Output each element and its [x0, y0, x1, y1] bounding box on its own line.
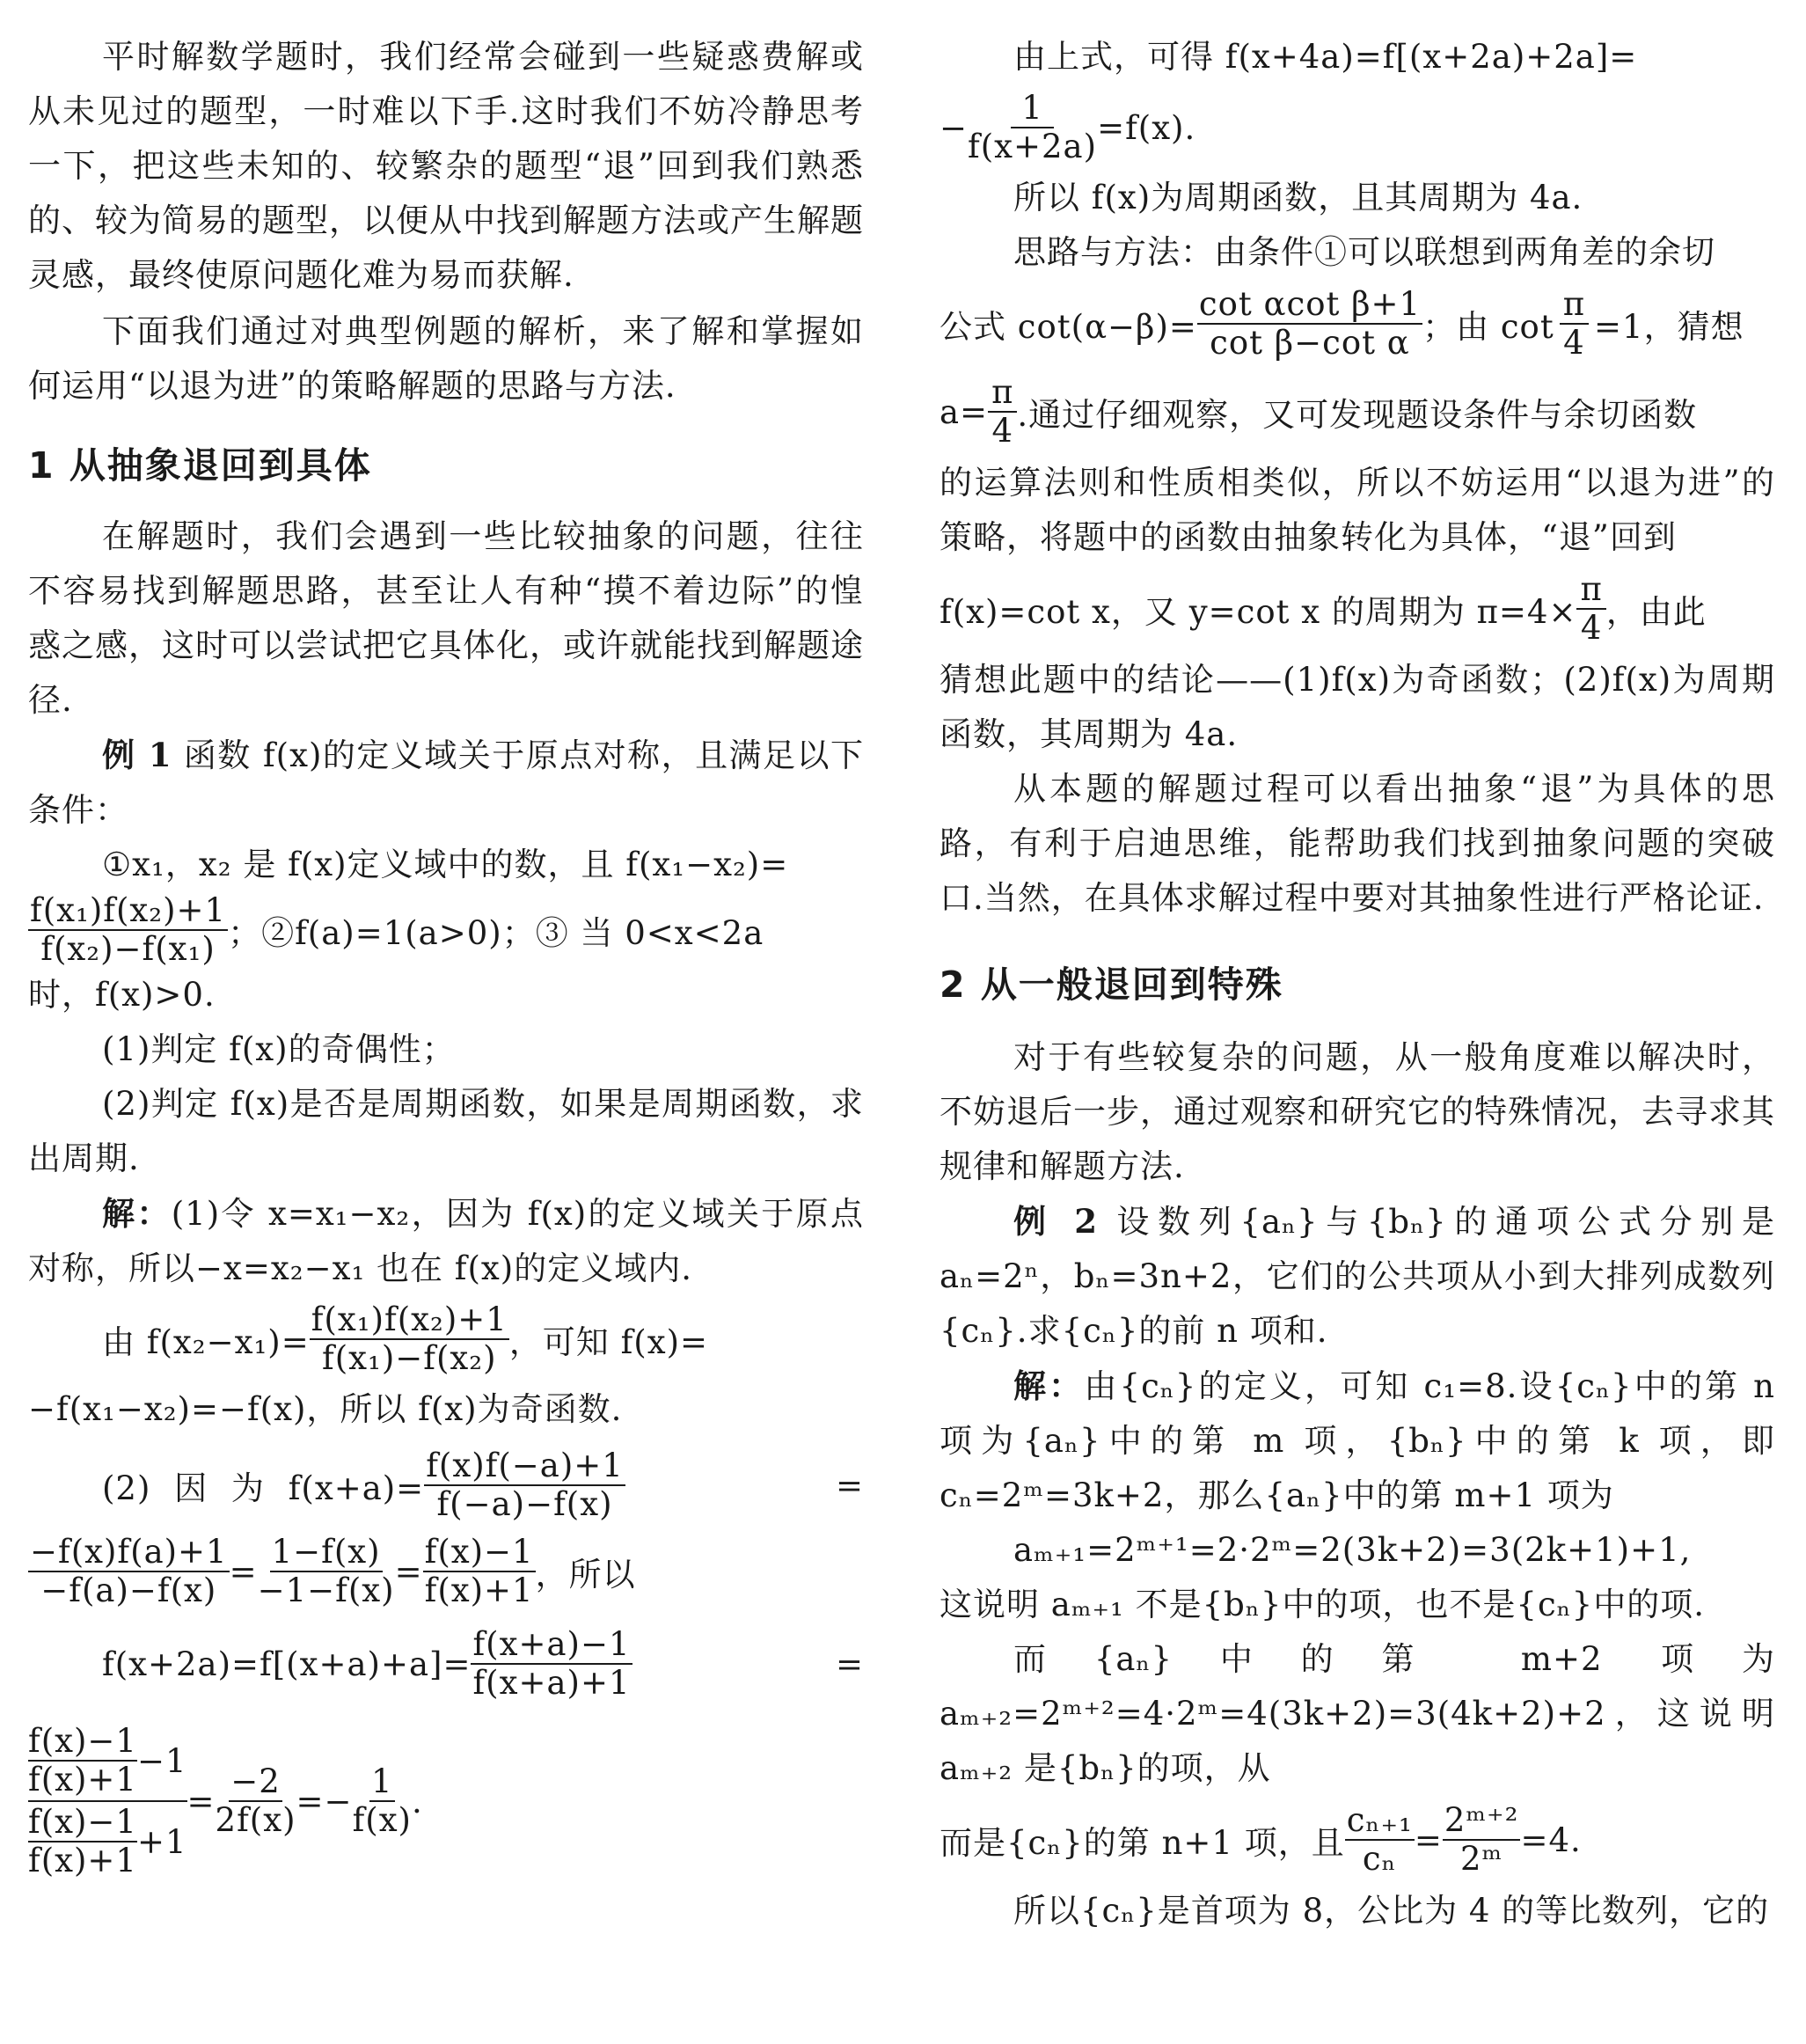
formula-start: 公式 cot(α−β)=: [940, 308, 1197, 346]
solution-2-fraction-5-numerator: f(x+a)−1: [472, 1625, 631, 1663]
a-rest: .通过仔细观察，又可发现题设条件与余切函数: [1017, 396, 1698, 434]
section-2-paragraph: 对于有些较复杂的问题，从一般角度难以解决时，不妨退后一步，通过观察和研究它的特殊情况，去寻求其规律和解题方法.: [940, 1038, 1775, 1185]
solution-2-fraction-6-denominator: 2f(x): [215, 1801, 296, 1839]
right-guess-paragraph: 猜想此题中的结论——(1)f(x)为奇函数；(2)f(x)为周期函数，其周期为 4a.: [940, 661, 1775, 753]
example-2-solution-label: 解：: [1013, 1366, 1085, 1405]
solution-knowable: ，可知 f(x)=: [508, 1323, 709, 1361]
inner-fraction-bottom-numerator: f(x)−1: [28, 1803, 137, 1841]
example-2-statement: [940, 1194, 1775, 1359]
example-1-condition-1: ①x₁，x₂ 是 f(x)定义域中的数，且 f(x₁−x₂)=: [102, 846, 789, 883]
solution-part-1-text: (1)令 x=x₁−x₂，因为 f(x)的定义域关于原点对称，所以−x=x₂−x₁ 也在 f(x)的定义域内.: [28, 1195, 865, 1287]
right-a-line: [940, 368, 1775, 456]
solution-2-fraction-7: [353, 1763, 412, 1839]
right-line-1: 由上式，可得 f(x+4a)=f[(x+2a)+2a]=: [1013, 38, 1638, 76]
equals-sign: =: [394, 1552, 423, 1591]
solution-2-fraction-4-numerator: f(x)−1: [424, 1533, 534, 1571]
right-line-2-tail: =f(x).: [1097, 108, 1196, 147]
example-2-paragraph-3: 而{aₙ}中的第 m+2 项为 aₘ₊₂=2ᵐ⁺²=4·2ᵐ=4(3k+2)=3(4k+2)+2，这说明 aₘ₊₂ 是{bₙ}的项，从: [940, 1640, 1775, 1787]
right-paragraph-2: 的运算法则和性质相类似，所以不妨运用“以退为进”的策略，将题中的函数由抽象转化为具体，“退”回到: [940, 464, 1775, 556]
solution-2-line-3: [28, 1615, 864, 1713]
solution-label: 解：: [102, 1194, 172, 1233]
solution-fraction-1: [310, 1301, 509, 1377]
cot-fraction-numerator: cot αcot β+1: [1198, 285, 1422, 323]
equals-sign: =: [835, 1645, 864, 1683]
equals-sign: =: [186, 1782, 216, 1821]
solution-2-fraction-3-numerator: 1−f(x): [271, 1533, 381, 1571]
pi-denominator: 4: [1563, 324, 1585, 362]
minus-sign: −: [940, 108, 969, 147]
ratio-fraction-1-numerator: cₙ₊₁: [1346, 1801, 1413, 1839]
solution-fraction-1-numerator: f(x₁)f(x₂)+1: [311, 1300, 508, 1338]
a-equals: a=: [940, 392, 989, 431]
right-cot-formula-line: [940, 280, 1775, 368]
inner-fraction-bottom: [28, 1804, 137, 1879]
a-pi-numerator: π: [988, 374, 1017, 413]
solution-2-fraction-2-numerator: −f(x)f(a)+1: [30, 1533, 228, 1571]
pi-numerator: π: [1560, 286, 1589, 325]
solution-2-fraction-5-denominator: f(x+a)+1: [472, 1664, 631, 1702]
right-fraction-1-numerator: 1: [1011, 90, 1054, 128]
right-column: [940, 30, 1775, 1938]
solution-2-fraction-1: [424, 1447, 625, 1523]
solution-2-so: ，所以: [535, 1556, 636, 1593]
period-pi-denominator: 4: [1580, 609, 1603, 647]
example-2-paragraph-2: 这说明 aₘ₊₁ 不是{bₙ}中的项，也不是{cₙ}中的项.: [940, 1586, 1705, 1623]
compound-fraction: [28, 1723, 187, 1879]
equals-sign: =: [835, 1466, 864, 1505]
solution-odd-conclusion: −f(x₁−x₂)=−f(x)，所以 f(x)为奇函数.: [28, 1390, 623, 1428]
pi-over-4-fraction: [1560, 286, 1589, 362]
example-1-question-1: (1)判定 f(x)的奇偶性；: [102, 1030, 456, 1068]
solution-2-fraction-7-denominator: f(x): [352, 1801, 412, 1839]
right-summary-paragraph: 从本题的解题过程可以看出抽象“退”为具体的思路，有利于启迪思维，能帮助我们找到抽象问题的突破口.当然，在具体求解过程中要对其抽象性进行严格论证.: [940, 770, 1775, 917]
condition-fraction-denominator: f(x₂)−f(x₁): [40, 930, 216, 968]
right-cot-period-line: [940, 565, 1775, 653]
section-1-heading: 1 从抽象退回到具体: [28, 444, 372, 487]
solution-2-line-3-left: f(x+2a)=f[(x+a)+a]=: [102, 1645, 472, 1683]
example-1-condition-formula: [28, 892, 864, 968]
cot-period-end: ，由此: [1605, 593, 1707, 631]
ratio-fraction-1-denominator: cₙ: [1362, 1840, 1397, 1878]
solution-2-fraction-6-numerator: −2: [230, 1762, 281, 1800]
example-2-equation-1: aₘ₊₁=2ᵐ⁺¹=2·2ᵐ=2(3k+2)=3(2k+1)+1,: [1013, 1531, 1692, 1569]
solution-2-fraction-7-numerator: 1: [371, 1762, 393, 1800]
period-pi-fraction: [1576, 571, 1605, 647]
solution-by: 由 f(x₂−x₁)=: [102, 1323, 310, 1361]
solution-2-start: (2) 因 为 f(x+a)=: [102, 1469, 425, 1507]
solution-2-line-4: [28, 1713, 864, 1889]
period-mark: .: [412, 1782, 423, 1821]
equals-sign: =: [296, 1782, 325, 1821]
example-1-question-2: (2)判定 f(x)是否是周期函数，如果是周期函数，求出周期.: [28, 1085, 864, 1177]
right-fraction-1: [968, 90, 1097, 165]
solution-2-line-2: [28, 1528, 864, 1615]
solution-2-fraction-2: [28, 1534, 230, 1609]
ratio-fraction-2-numerator: 2ᵐ⁺²: [1444, 1801, 1519, 1839]
example-2-solution-1: [940, 1359, 1775, 1523]
compound-numerator-tail: −1: [136, 1741, 187, 1780]
compound-numerator: [28, 1723, 187, 1802]
solution-formula-line: [28, 1296, 864, 1382]
inner-fraction-bottom-denominator: f(x)+1: [28, 1842, 137, 1879]
solution-2-fraction-1-denominator: f(−a)−f(x): [436, 1485, 613, 1523]
example-1-text: 函数 f(x)的定义域关于原点对称，且满足以下条件：: [28, 736, 864, 829]
right-line-2: [940, 84, 1775, 171]
ratio-fraction-1: [1345, 1802, 1415, 1878]
period-pi-numerator: π: [1576, 571, 1605, 610]
cot-fraction: [1197, 286, 1422, 362]
example-1-statement: [28, 728, 864, 838]
solution-2-fraction-1-numerator: f(x)f(−a)+1: [426, 1447, 624, 1484]
solution-2-fraction-4-denominator: f(x)+1: [424, 1571, 534, 1609]
ratio-fraction-2-denominator: 2ᵐ: [1460, 1840, 1503, 1878]
solution-2-line-1: [28, 1442, 864, 1528]
ratio-fraction-2: [1443, 1802, 1521, 1878]
example-2-text: 设数列{aₙ}与{bₙ}的通项公式分别是aₙ=2ⁿ，bₙ=3n+2，它们的公共项从小到大排列成数列{cₙ}.求{cₙ}的前 n 项和.: [940, 1203, 1775, 1350]
solution-2-fraction-4: [423, 1534, 536, 1609]
inner-fraction-top: [28, 1723, 137, 1799]
solution-part-1: [28, 1186, 864, 1296]
ratio-line-end: =4.: [1520, 1821, 1582, 1859]
condition-fraction-numerator: f(x₁)f(x₂)+1: [30, 891, 227, 929]
example-2-paragraph-5: 所以{cₙ}是首项为 8，公比为 4 的等比数列，它的: [1013, 1892, 1770, 1930]
section-1-paragraph: 在解题时，我们会遇到一些比较抽象的问题，往往不容易找到解题思路，甚至让人有种“摸不着边际”的惶惑之感，这时可以尝试把它具体化，或许就能找到解题途径.: [28, 517, 864, 719]
cot-fraction-denominator: cot β−cot α: [1210, 324, 1410, 362]
inner-fraction-top-numerator: f(x)−1: [28, 1722, 137, 1760]
example-2-label: 例 2: [1013, 1202, 1098, 1241]
example-2-ratio-line: [940, 1796, 1775, 1884]
left-column: [28, 30, 864, 1889]
example-2-solution-text: 由{cₙ}的定义，可知 c₁=8.设{cₙ}中的第 n 项为{aₙ}中的第 m 项，{bₙ}中的第 k 项，即 cₙ=2ᵐ=3k+2，那么{aₙ}中的第 m+1 项为: [940, 1367, 1775, 1514]
right-period-statement: 所以 f(x)为周期函数，且其周期为 4a.: [1013, 179, 1583, 216]
right-fraction-1-denominator: f(x+2a): [968, 128, 1098, 165]
minus-sign: −: [324, 1782, 353, 1821]
equals-sign: =: [229, 1552, 258, 1591]
solution-2-fraction-3: [258, 1534, 395, 1609]
intro-paragraph-2: 下面我们通过对典型例题的解析，来了解和掌握如何运用“以退为进”的策略解题的思路与方法.: [28, 312, 864, 405]
solution-2-fraction-3-denominator: −1−f(x): [257, 1571, 395, 1609]
solution-2-fraction-6: [216, 1763, 296, 1839]
solution-fraction-1-denominator: f(x₁)−f(x₂): [322, 1339, 497, 1377]
example-1-label: 例 1: [102, 736, 172, 774]
formula-mid: ；由 cot: [1422, 308, 1554, 346]
cot-period-text: f(x)=cot x，又 y=cot x 的周期为 π=4×: [940, 593, 1577, 631]
intro-paragraph-1: 平时解数学题时，我们经常会碰到一些疑惑费解或从未见过的题型，一时难以下手.这时我们不妨冷静思考一下，把这些未知的、较繁杂的题型“退”回到我们熟悉的、较为简易的题型，以便从中找到解题方法或产生解题灵感，最终使原问题化难为易而获解.: [28, 38, 864, 294]
formula-end: =1，猜想: [1594, 308, 1744, 346]
equals-sign: =: [1414, 1821, 1443, 1859]
section-2-heading: 2 从一般退回到特殊: [940, 963, 1283, 1006]
solution-2-fraction-2-denominator: −f(a)−f(x): [40, 1571, 217, 1609]
right-method-paragraph: 思路与方法：由条件①可以联想到两角差的余切: [1013, 233, 1715, 271]
a-pi-denominator: 4: [991, 412, 1013, 450]
a-pi-fraction: [988, 374, 1017, 450]
example-1-condition-end: 时，f(x)>0.: [28, 976, 216, 1014]
conditions-2-3: ；②f(a)=1(a>0)；③ 当 0<x<2a: [228, 914, 764, 952]
solution-2-fraction-5: [471, 1626, 632, 1702]
inner-fraction-top-denominator: f(x)+1: [28, 1761, 137, 1799]
condition-fraction: [28, 892, 228, 968]
ratio-line-start: 而是{cₙ}的第 n+1 项，且: [940, 1824, 1345, 1862]
compound-denominator-tail: +1: [136, 1822, 187, 1861]
compound-denominator: [28, 1802, 187, 1879]
